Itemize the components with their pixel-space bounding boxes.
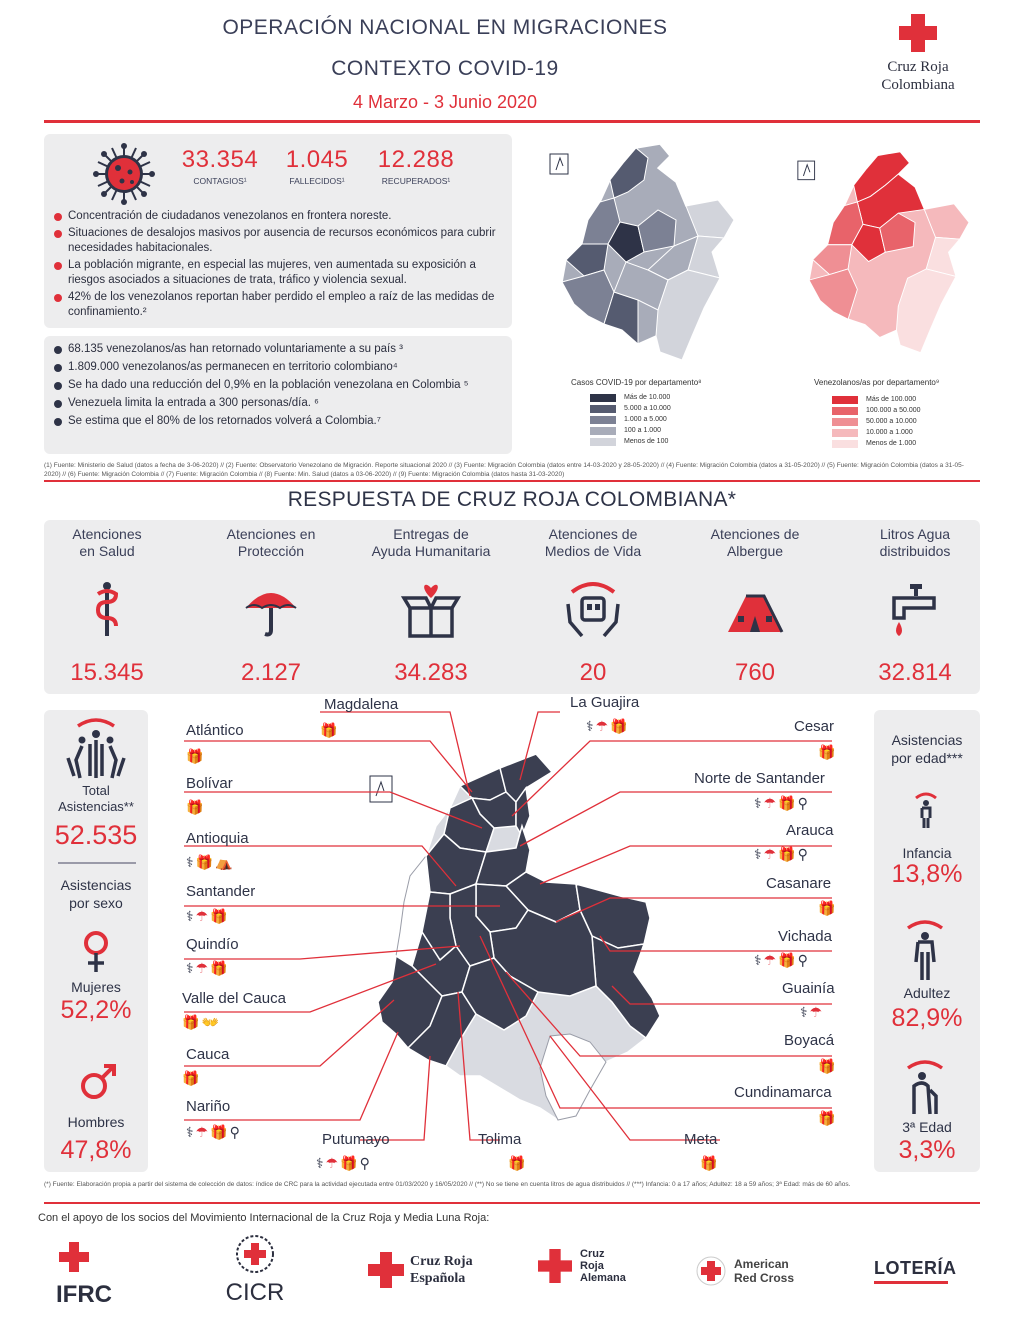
male-icon	[78, 1062, 118, 1102]
list-item: Se estima que el 80% de los retornados volverá a Colombia.⁷	[54, 414, 504, 429]
dept-magdalena: Magdalena	[324, 696, 399, 713]
aid-box-icon: 🎁	[818, 744, 838, 760]
venezuelans-legend-title: Venezolanos/as por departamento⁹	[814, 378, 940, 387]
stat-recuperados: 12.288 RECUPERADOS¹	[377, 146, 455, 186]
red-cross-icon	[899, 14, 937, 52]
partners-intro: Con el apoyo de los socios del Movimiento Internacional de la Cruz Roja y Media Luna Roja:	[38, 1212, 490, 1224]
umbrella-icon: ☂	[195, 960, 211, 976]
ifrc-emblem-icon	[56, 1240, 126, 1274]
elderly-icon	[900, 1056, 950, 1118]
list-item: Se ha dado una reducción del 0,9% en la población venezolana en Colombia ⁵	[54, 378, 504, 393]
american-red-cross-logo: American Red Cross	[696, 1256, 816, 1286]
umbrella-icon: ☂	[195, 908, 211, 924]
dept-arauca-icons	[754, 846, 810, 863]
aid-box-icon: 🎁	[778, 846, 798, 862]
health-icon: ⚕	[186, 854, 196, 870]
legend-item: Más de 100.000	[832, 394, 921, 405]
child-label: Infancia	[902, 845, 952, 861]
shelter-icon: ⛺	[215, 854, 235, 870]
aid-box-icon: 🎁	[508, 1155, 528, 1171]
dept-cesar: Cesar	[794, 718, 835, 735]
health-icon: ⚕	[316, 1155, 326, 1171]
response-shelter: Atenciones de Albergue 760	[710, 526, 800, 686]
adult-value: 82,9%	[891, 1004, 963, 1032]
dept-la-guajira-icons	[586, 718, 630, 735]
dept-meta-icons	[700, 1155, 719, 1172]
response-protection: Atenciones en Protección 2.127	[226, 526, 316, 686]
men-label: Hombres	[67, 1114, 125, 1130]
dept-putumayo-icons	[316, 1155, 372, 1172]
response-livelihood: Atenciones de Medios de Vida 20	[544, 526, 642, 686]
covid-legend-title: Casos COVID-19 por departamento⁸	[571, 378, 702, 387]
cicr-logo: CICR	[222, 1234, 288, 1307]
health-icon: ⚕	[800, 1004, 810, 1020]
dept-guainia-icons	[800, 1004, 824, 1021]
adult-label: Adultez	[903, 985, 951, 1001]
red-cross-icon	[538, 1249, 572, 1283]
aid-box-icon: 🎁	[818, 1110, 838, 1126]
total-assistance-label: Total Asistencias**	[58, 783, 134, 814]
cruz-roja-colombiana-logo: Cruz Roja Colombiana	[858, 14, 978, 94]
list-item: 42% de los venezolanos reportan haber perdido el empleo a raíz de las medidas de confinamiento.²	[54, 290, 506, 320]
women-value: 52,2%	[60, 996, 132, 1024]
child-icon	[910, 790, 942, 830]
dept-bolivar-icons	[186, 799, 205, 816]
health-icon	[76, 578, 138, 640]
list-item: La población migrante, en especial las mujeres, ven aumentada su exposición a riesgos asociados a situaciones de trata, tráfico y violencia sexual.	[54, 258, 506, 288]
aid-box-icon: 🎁	[778, 795, 798, 811]
aid-box-icon: 🎁	[818, 900, 838, 916]
aid-box-icon: 🎁	[610, 718, 630, 734]
list-item: Concentración de ciudadanos venezolanos en frontera noreste.	[54, 209, 506, 224]
dept-guainia: Guainía	[782, 980, 835, 997]
dept-meta: Meta	[684, 1131, 718, 1148]
dept-bolivar: Bolívar	[186, 775, 233, 792]
list-item: 1.809.000 venezolanos/as permanecen en territorio colombiano⁴	[54, 360, 504, 375]
dept-magdalena-icons	[320, 722, 339, 739]
dept-quindio: Quindío	[186, 936, 239, 953]
aid-box-icon: 🎁	[186, 748, 206, 764]
list-item: 68.135 venezolanos/as han retornado voluntariamente a su país ³	[54, 342, 504, 357]
aid-box-icon: 🎁	[210, 960, 230, 976]
dept-narino-icons	[186, 1124, 242, 1141]
total-assistance-icon	[64, 716, 128, 782]
covid-legend	[590, 392, 671, 447]
legend-item: Menos de 1.000	[832, 438, 921, 449]
water-tap-icon: ⚲	[797, 795, 810, 811]
bottom-sources-note: (*) Fuente: Elaboración propia a partir del sistema de colección de datos: índice de CRC para la actividad ejecutada entre 01/03/2020 y 16/05/2020 // (**) No se tiene en cuenta litros de agua distribuidos // (***) Infancia: 0 a 17 años; Adultez: 18 a 59 años; 3ª Edad: más de 60 años.	[44, 1181, 851, 1188]
aid-box-icon: 🎁	[210, 908, 230, 924]
venezuelans-legend	[832, 394, 921, 449]
stat-contagios: 33.354 CONTAGIOS¹	[181, 146, 259, 186]
sex-assistance-title: Asistencias por sexo	[60, 877, 132, 911]
men-value: 47,8%	[60, 1136, 132, 1164]
red-cross-icon	[368, 1252, 404, 1288]
umbrella-icon: ☂	[195, 1124, 211, 1140]
health-icon: ⚕	[186, 908, 196, 924]
dept-atlantico: Atlántico	[186, 722, 244, 739]
dept-cauca-icons	[182, 1070, 201, 1087]
dept-boyaca-icons	[818, 1058, 837, 1075]
adult-icon	[902, 916, 948, 982]
health-icon: ⚕	[586, 718, 596, 734]
elderly-value: 3,3%	[898, 1136, 956, 1164]
dept-cesar-icons	[818, 744, 837, 761]
aid-box-icon: 🎁	[186, 799, 206, 815]
aid-box-icon: 🎁	[210, 1124, 230, 1140]
context-bullet-list	[54, 209, 506, 320]
health-icon: ⚕	[754, 795, 764, 811]
health-icon: ⚕	[186, 1124, 196, 1140]
water-tap-icon	[884, 578, 946, 640]
dept-cundinamarca: Cundinamarca	[734, 1084, 832, 1101]
shelter-icon	[724, 578, 786, 640]
dept-norte-de-santander-icons	[754, 795, 810, 812]
dept-valle-del-cauca: Valle del Cauca	[182, 990, 286, 1007]
total-assistance-value: 52.535	[54, 820, 138, 850]
dept-antioquia: Antioquia	[186, 830, 249, 847]
dept-tolima: Tolima	[478, 1131, 522, 1148]
dept-valle-del-cauca-icons	[182, 1014, 221, 1031]
dept-vichada: Vichada	[778, 928, 832, 945]
dept-boyaca: Boyacá	[784, 1032, 835, 1049]
aid-box-icon: 🎁	[778, 952, 798, 968]
cicr-emblem-icon	[235, 1234, 275, 1274]
response-water: Litros Agua distribuidos 32.814	[878, 526, 952, 686]
covid-cases-map	[548, 140, 748, 370]
migration-bullet-list	[54, 342, 504, 429]
dept-atlantico-icons	[186, 748, 205, 765]
list-item: Venezuela limita la entrada a 300 personas/día. ⁶	[54, 396, 504, 411]
dept-casanare: Casanare	[766, 875, 832, 892]
response-section-title: RESPUESTA DE CRUZ ROJA COLOMBIANA*	[287, 488, 737, 511]
dept-vichada-icons	[754, 952, 810, 969]
umbrella-icon: ☂	[763, 795, 779, 811]
dept-tolima-icons	[508, 1155, 527, 1172]
aid-box-icon: 🎁	[340, 1155, 360, 1171]
date-range: 4 Marzo - 3 Junio 2020	[352, 92, 538, 112]
health-icon: ⚕	[754, 952, 764, 968]
dept-norte-de-santander: Norte de Santander	[694, 770, 825, 787]
ifrc-logo: IFRC	[56, 1240, 126, 1309]
aid-box-icon: 🎁	[320, 722, 340, 738]
dept-narino: Nariño	[186, 1098, 231, 1115]
legend-item: Menos de 100	[590, 436, 671, 447]
livelihood-icon: 👐	[201, 1014, 221, 1030]
cruz-roja-espanola-logo: Cruz Roja Española	[368, 1252, 478, 1288]
red-cross-icon	[696, 1256, 726, 1286]
umbrella-icon: ☂	[763, 846, 779, 862]
water-tap-icon: ⚲	[797, 846, 810, 862]
response-health: Atenciones en Salud 15.345	[70, 526, 144, 686]
top-sources-note: (1) Fuente: Ministerio de Salud (datos a fecha de 3-06-2020) // (2) Fuente: Observatorio Venezolano de Migración. Reporte situacional 2020 // (3) Fuente: Migración Colombia (datos entre 14-03-2020 y 28-05-2020) // (4) Fuente: Migración Colombia (datos a 31-05-2020) // (5) Fuente: Migración Colombia (datos a 31-05-2020) // (6) Fuente: Migración Colombia // (7) Fuente: Migración Colombia // (8) Fuente: Min. Salud (datos a 03-06-2020) // (9) Fuente: Migración Colombia (datos hasta 31-03-2020)	[44, 462, 964, 478]
umbrella-icon	[240, 578, 302, 640]
dept-santander-icons	[186, 908, 230, 925]
age-assistance-title: Asistencias por edad***	[891, 732, 963, 766]
cruz-roja-alemana-logo: Cruz Roja Alemana	[538, 1248, 638, 1284]
colombia-departments-map	[160, 696, 870, 1180]
aid-box-icon: 🎁	[182, 1014, 202, 1030]
child-value: 13,8%	[891, 860, 963, 888]
response-humanitarian-aid: Entregas de Ayuda Humanitaria 34.283	[371, 526, 491, 686]
umbrella-icon: ☂	[595, 718, 611, 734]
dept-putumayo: Putumayo	[322, 1131, 390, 1148]
water-tap-icon: ⚲	[229, 1124, 242, 1140]
aid-box-icon: 🎁	[195, 854, 216, 870]
dept-santander: Santander	[186, 883, 256, 900]
legend-item: 100.000 a 50.000	[832, 405, 921, 416]
health-icon: ⚕	[186, 960, 196, 976]
footer-divider	[44, 1202, 980, 1204]
aid-box-icon: 🎁	[182, 1070, 202, 1086]
umbrella-icon: ☂	[809, 1004, 825, 1020]
legend-item: 100 a 1.000	[590, 425, 671, 436]
stat-fallecidos: 1.045 FALLECIDOS¹	[285, 146, 349, 186]
elderly-label: 3ª Edad	[902, 1119, 952, 1135]
legend-item: Más de 10.000	[590, 392, 671, 403]
venezuelans-map	[796, 140, 982, 370]
dept-cundinamarca-icons	[818, 1110, 837, 1127]
page-title: OPERACIÓN NACIONAL EN MIGRACIONES	[222, 16, 668, 39]
divider	[58, 862, 136, 864]
livelihood-icon	[562, 578, 624, 640]
legend-item: 10.000 a 1.000	[832, 427, 921, 438]
list-item: Situaciones de desalojos masivos por ausencia de recursos económicos para cubrir necesidades habitacionales.	[54, 226, 506, 256]
dept-cauca: Cauca	[186, 1046, 230, 1063]
dept-quindio-icons	[186, 960, 230, 977]
san-andres-inset-icon	[370, 776, 392, 802]
water-tap-icon: ⚲	[359, 1155, 372, 1171]
virus-icon	[92, 142, 156, 206]
aid-box-icon	[400, 578, 462, 640]
dept-arauca: Arauca	[786, 822, 834, 839]
women-label: Mujeres	[71, 979, 121, 995]
legend-item: 1.000 a 5.000	[590, 414, 671, 425]
aid-box-icon: 🎁	[700, 1155, 720, 1171]
header-divider	[44, 120, 980, 123]
water-tap-icon: ⚲	[797, 952, 810, 968]
section-divider	[44, 480, 980, 482]
legend-item: 50.000 a 10.000	[832, 416, 921, 427]
umbrella-icon: ☂	[325, 1155, 341, 1171]
dept-antioquia-icons	[186, 854, 234, 871]
page-subtitle: CONTEXTO COVID-19	[331, 57, 559, 80]
dept-casanare-icons	[818, 900, 837, 917]
female-icon	[80, 930, 112, 974]
loteria-logo: LOTERÍA	[874, 1258, 954, 1284]
health-icon: ⚕	[754, 846, 764, 862]
umbrella-icon: ☂	[763, 952, 779, 968]
dept-la-guajira: La Guajira	[570, 694, 640, 711]
aid-box-icon: 🎁	[818, 1058, 838, 1074]
legend-item: 5.000 a 10.000	[590, 403, 671, 414]
